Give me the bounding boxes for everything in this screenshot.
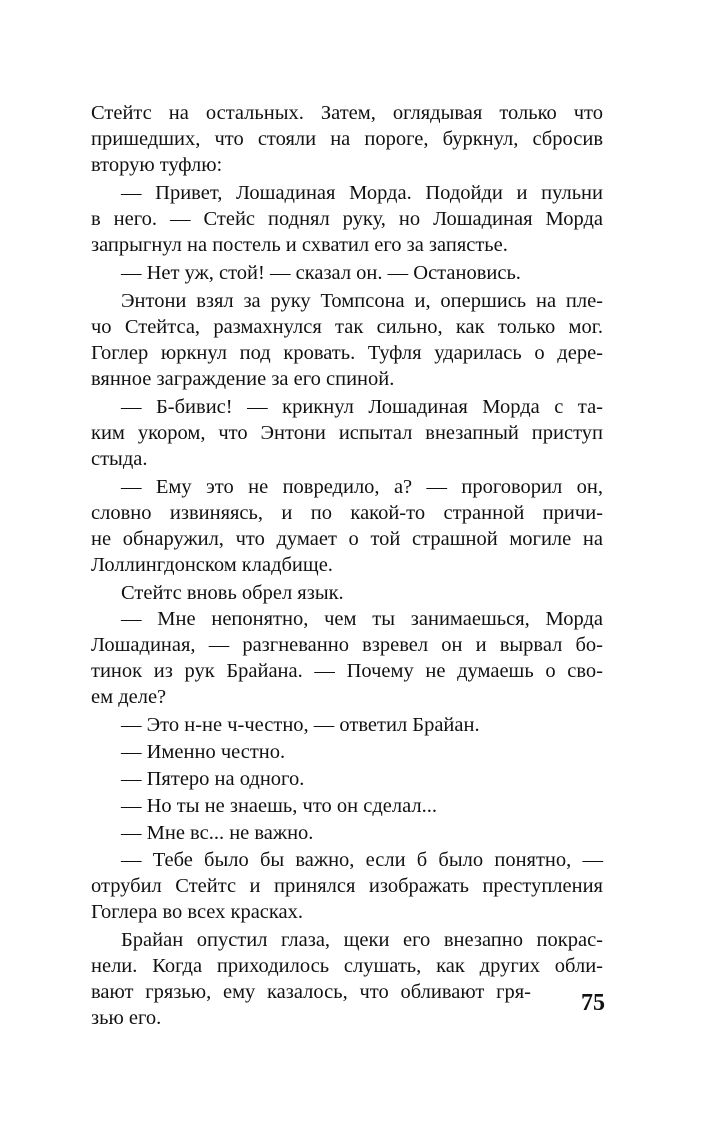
text-line: — Но ты не знаешь, что он сделал... [121, 795, 437, 817]
text-line: стыда. [91, 448, 148, 470]
text-line: — Пятеро на одного. [121, 768, 305, 790]
text-line: ем деле? [91, 686, 167, 708]
text-line: чо Стейтса, размахнулся так сильно, как только мог. [91, 316, 603, 338]
text-line: Лошадиная, — разгневанно взревел он и вырвал бо- [91, 634, 603, 656]
text-line: вторую туфлю: [91, 154, 223, 176]
text-line: — Мне вс... не важно. [121, 822, 314, 844]
text-line: Гоглера во всех красках. [91, 901, 304, 923]
page-number: 75 [581, 990, 605, 1016]
text-line: ким укором, что Энтони испытал внезапный приступ [91, 422, 603, 444]
text-line: отрубил Стейтс и принялся изображать преступления [91, 875, 603, 897]
text-line: — Ему это не повредило, а? — проговорил он, [121, 476, 603, 498]
text-line: пришедших, что стояли на пороге, буркнул, сбросив [91, 128, 603, 150]
text-line: вянное заграждение за его спиной. [91, 368, 395, 390]
text-line: — Привет, Лошадиная Морда. Подойди и пульни [121, 182, 603, 204]
text-line: запрыгнул на постель и схватил его за запястье. [91, 234, 508, 256]
text-line: Стейтс вновь обрел язык. [121, 582, 344, 604]
text-line: — Нет уж, стой! — сказал он. — Остановись. [121, 262, 521, 284]
text-line: Лоллингдонском кладбище. [91, 554, 333, 576]
text-line: не обнаружил, что думает о той страшной могиле на [91, 528, 603, 550]
text-line: — Именно честно. [121, 741, 286, 763]
text-line: Стейтс на остальных. Затем, оглядывая только что [91, 102, 603, 124]
text-line: — Б-бивис! — крикнул Лошадиная Морда с та- [121, 396, 603, 418]
text-line: — Мне непонятно, чем ты занимаешься, Морда [121, 608, 603, 630]
text-line: нели. Когда приходилось слушать, как других обли- [91, 955, 603, 977]
text-line: зью его. [91, 1007, 162, 1029]
text-line: тинок из рук Брайана. — Почему не думаешь о сво- [91, 660, 603, 682]
text-line: в него. — Стейс поднял руку, но Лошадиная Морда [91, 208, 603, 230]
text-line: Энтони взял за руку Томпсона и, опершись на пле- [121, 290, 603, 312]
text-line: вают грязью, ему казалось, что обливают гря- [91, 981, 531, 1003]
text-line: Брайан опустил глаза, щеки его внезапно покрас- [121, 929, 603, 951]
text-line: Гоглер юркнул под кровать. Туфля ударилась о дере- [91, 342, 603, 364]
text-line: — Тебе было бы важно, если б было понятно, — [121, 849, 603, 871]
text-line: словно извиняясь, и по какой-то странной причи- [91, 502, 603, 524]
text-line: — Это н-не ч-честно, — ответил Брайан. [121, 714, 480, 736]
